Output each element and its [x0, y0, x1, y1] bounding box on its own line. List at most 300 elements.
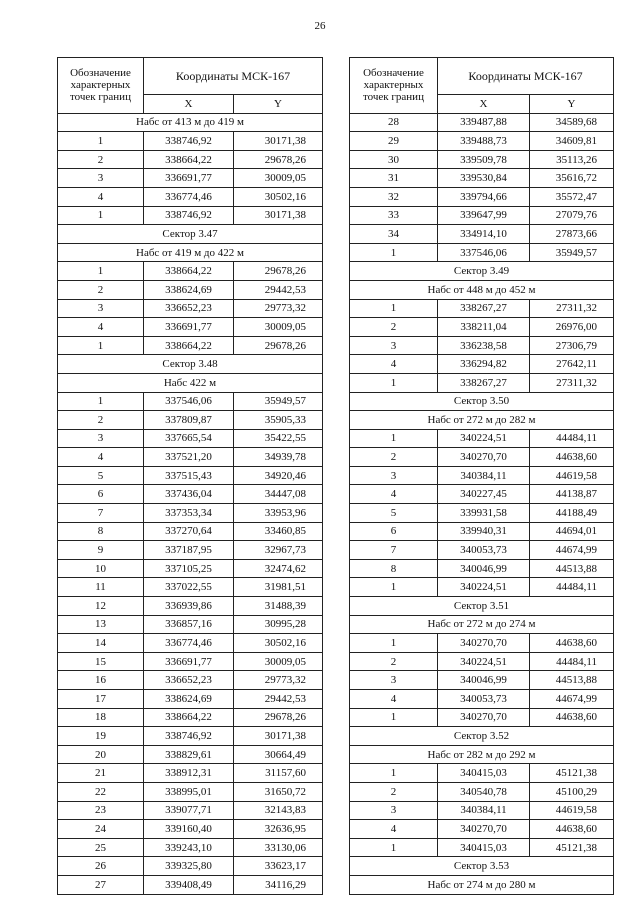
section-title: Набс от 413 м до 419 м [58, 113, 323, 132]
section-row [350, 280, 614, 299]
coord-y: 31650,72 [234, 782, 323, 801]
coord-y: 34589,68 [530, 113, 614, 132]
coord-x: 334914,10 [438, 225, 530, 244]
coord-y: 30502,16 [234, 634, 323, 653]
coord-y: 44619,58 [530, 466, 614, 485]
header-x: X [438, 95, 530, 114]
table-row [350, 652, 614, 671]
header-coords: Координаты МСК-167 [438, 58, 614, 95]
table-row [58, 336, 323, 355]
coord-y: 44638,60 [530, 708, 614, 727]
coord-y: 33130,06 [234, 838, 323, 857]
point-number: 9 [58, 541, 144, 560]
coord-x: 338664,22 [144, 150, 234, 169]
coord-y: 35949,57 [530, 243, 614, 262]
point-number: 1 [58, 262, 144, 281]
coord-y: 29678,26 [234, 150, 323, 169]
coord-y: 32636,95 [234, 820, 323, 839]
coord-x: 339647,99 [438, 206, 530, 225]
point-number: 1 [350, 578, 438, 597]
coord-y: 33953,96 [234, 504, 323, 523]
point-number: 20 [58, 745, 144, 764]
table-row [350, 801, 614, 820]
coord-y: 29442,53 [234, 690, 323, 709]
coord-y: 27079,76 [530, 206, 614, 225]
table-row [350, 838, 614, 857]
table-row [350, 336, 614, 355]
coord-x: 340227,45 [438, 485, 530, 504]
coord-y: 31488,39 [234, 597, 323, 616]
table-row [350, 429, 614, 448]
point-number: 4 [58, 187, 144, 206]
coord-y: 45121,38 [530, 764, 614, 783]
point-number: 1 [58, 132, 144, 151]
point-number: 5 [58, 466, 144, 485]
table-row [58, 429, 323, 448]
table-row [350, 820, 614, 839]
coord-y: 45100,29 [530, 782, 614, 801]
table-row [58, 745, 323, 764]
coord-x: 340384,11 [438, 801, 530, 820]
section-row [350, 727, 614, 746]
coord-y: 27311,32 [530, 373, 614, 392]
table-row [58, 764, 323, 783]
point-number: 1 [350, 299, 438, 318]
coord-x: 336691,77 [144, 652, 234, 671]
coord-y: 27873,66 [530, 225, 614, 244]
coord-x: 340053,73 [438, 690, 530, 709]
coord-x: 336939,86 [144, 597, 234, 616]
coord-y: 30009,05 [234, 169, 323, 188]
table-row [350, 782, 614, 801]
coord-x: 339160,40 [144, 820, 234, 839]
point-number: 4 [350, 690, 438, 709]
coord-x: 340224,51 [438, 652, 530, 671]
coord-x: 336774,46 [144, 187, 234, 206]
header-points-label: Обозначение характерных точек границ [350, 58, 438, 114]
coord-x: 337022,55 [144, 578, 234, 597]
point-number: 4 [58, 448, 144, 467]
section-title: Сектор 3.52 [350, 727, 614, 746]
coord-y: 34920,46 [234, 466, 323, 485]
table-row [350, 373, 614, 392]
coord-y: 44638,60 [530, 820, 614, 839]
section-row [350, 875, 614, 894]
coord-y: 35422,55 [234, 429, 323, 448]
coord-x: 339931,58 [438, 504, 530, 523]
point-number: 16 [58, 671, 144, 690]
table-row [350, 634, 614, 653]
table-row [350, 132, 614, 151]
point-number: 1 [350, 243, 438, 262]
coord-y: 31981,51 [234, 578, 323, 597]
point-number: 26 [58, 857, 144, 876]
coord-x: 337521,20 [144, 448, 234, 467]
coord-y: 32967,73 [234, 541, 323, 560]
coord-x: 338211,04 [438, 318, 530, 337]
section-title: Сектор 3.50 [350, 392, 614, 411]
point-number: 2 [350, 652, 438, 671]
table-row [350, 150, 614, 169]
coord-y: 30009,05 [234, 652, 323, 671]
coord-x: 339488,73 [438, 132, 530, 151]
table-row [350, 187, 614, 206]
coord-x: 337546,06 [144, 392, 234, 411]
point-number: 29 [350, 132, 438, 151]
table-row [58, 262, 323, 281]
coord-y: 34609,81 [530, 132, 614, 151]
table-row [58, 169, 323, 188]
coord-x: 340046,99 [438, 671, 530, 690]
table-row [58, 206, 323, 225]
point-number: 1 [350, 429, 438, 448]
point-number: 2 [350, 448, 438, 467]
point-number: 3 [350, 466, 438, 485]
point-number: 5 [350, 504, 438, 523]
coord-y: 29678,26 [234, 336, 323, 355]
table-row [350, 504, 614, 523]
table-row [350, 671, 614, 690]
section-row [58, 113, 323, 132]
coord-x: 338664,22 [144, 708, 234, 727]
coord-y: 45121,38 [530, 838, 614, 857]
coord-y: 27642,11 [530, 355, 614, 374]
table-row [58, 187, 323, 206]
header-points-label: Обозначение характерных точек границ [58, 58, 144, 114]
coord-x: 340224,51 [438, 578, 530, 597]
coord-x: 338746,92 [144, 727, 234, 746]
coord-y: 44638,60 [530, 448, 614, 467]
coord-y: 30009,05 [234, 318, 323, 337]
table-row [58, 634, 323, 653]
point-number: 2 [58, 411, 144, 430]
table-row [58, 132, 323, 151]
table-row [350, 318, 614, 337]
section-row [350, 597, 614, 616]
coord-y: 26976,00 [530, 318, 614, 337]
coord-y: 44484,11 [530, 429, 614, 448]
table-row [58, 448, 323, 467]
section-title: Набс от 419 м до 422 м [58, 243, 323, 262]
table-row [350, 169, 614, 188]
coord-x: 340270,70 [438, 448, 530, 467]
point-number: 8 [58, 522, 144, 541]
point-number: 2 [350, 318, 438, 337]
point-number: 4 [350, 820, 438, 839]
coord-y: 31157,60 [234, 764, 323, 783]
table-row [350, 113, 614, 132]
section-title: Набс от 282 м до 292 м [350, 745, 614, 764]
table-row [58, 857, 323, 876]
coord-x: 339794,66 [438, 187, 530, 206]
coord-x: 337436,04 [144, 485, 234, 504]
table-row [58, 690, 323, 709]
coord-y: 34939,78 [234, 448, 323, 467]
point-number: 1 [350, 764, 438, 783]
point-number: 6 [350, 522, 438, 541]
point-number: 11 [58, 578, 144, 597]
point-number: 27 [58, 875, 144, 894]
coord-x: 340053,73 [438, 541, 530, 560]
table-row [350, 578, 614, 597]
coord-x: 337187,95 [144, 541, 234, 560]
table-row [350, 764, 614, 783]
coord-x: 337105,25 [144, 559, 234, 578]
table-row [58, 411, 323, 430]
point-number: 3 [350, 801, 438, 820]
table-row [58, 615, 323, 634]
coord-x: 340270,70 [438, 708, 530, 727]
coord-x: 339325,80 [144, 857, 234, 876]
coordinates-table-left [57, 57, 323, 895]
table-row [350, 559, 614, 578]
table-row [58, 541, 323, 560]
section-title: Набс 422 м [58, 373, 323, 392]
coord-x: 339940,31 [438, 522, 530, 541]
coord-x: 336652,23 [144, 671, 234, 690]
coord-y: 44638,60 [530, 634, 614, 653]
coord-y: 32143,83 [234, 801, 323, 820]
header-y: Y [530, 95, 614, 114]
section-row [350, 262, 614, 281]
point-number: 12 [58, 597, 144, 616]
point-number: 3 [58, 169, 144, 188]
coord-y: 44694,01 [530, 522, 614, 541]
point-number: 25 [58, 838, 144, 857]
section-title: Набс от 272 м до 274 м [350, 615, 614, 634]
coord-y: 44619,58 [530, 801, 614, 820]
coord-y: 29678,26 [234, 708, 323, 727]
table-row [58, 727, 323, 746]
coord-x: 339243,10 [144, 838, 234, 857]
point-number: 1 [350, 634, 438, 653]
point-number: 3 [350, 336, 438, 355]
point-number: 23 [58, 801, 144, 820]
coord-y: 44674,99 [530, 541, 614, 560]
coord-y: 33460,85 [234, 522, 323, 541]
coord-x: 339487,88 [438, 113, 530, 132]
point-number: 3 [58, 429, 144, 448]
point-number: 32 [350, 187, 438, 206]
coord-x: 338624,69 [144, 280, 234, 299]
point-number: 7 [58, 504, 144, 523]
coord-x: 336691,77 [144, 318, 234, 337]
coord-x: 340540,78 [438, 782, 530, 801]
table-row [58, 671, 323, 690]
coord-x: 336857,16 [144, 615, 234, 634]
coord-x: 336652,23 [144, 299, 234, 318]
section-row [350, 392, 614, 411]
table-row [350, 243, 614, 262]
table-row [58, 485, 323, 504]
coord-y: 35113,26 [530, 150, 614, 169]
point-number: 1 [58, 206, 144, 225]
section-row [58, 243, 323, 262]
point-number: 31 [350, 169, 438, 188]
point-number: 3 [58, 299, 144, 318]
table-row [58, 578, 323, 597]
coord-x: 337270,64 [144, 522, 234, 541]
point-number: 19 [58, 727, 144, 746]
point-number: 1 [350, 373, 438, 392]
table-row [58, 782, 323, 801]
coord-y: 44674,99 [530, 690, 614, 709]
coord-x: 339509,78 [438, 150, 530, 169]
page-number: 26 [314, 20, 326, 32]
coord-x: 336774,46 [144, 634, 234, 653]
coord-x: 339530,84 [438, 169, 530, 188]
section-row [58, 225, 323, 244]
coord-y: 44484,11 [530, 652, 614, 671]
table-row [58, 708, 323, 727]
point-number: 10 [58, 559, 144, 578]
coord-y: 35949,57 [234, 392, 323, 411]
section-row [58, 355, 323, 374]
coord-y: 33623,17 [234, 857, 323, 876]
point-number: 21 [58, 764, 144, 783]
table-row [58, 522, 323, 541]
table-row [58, 280, 323, 299]
point-number: 1 [350, 838, 438, 857]
coord-y: 29442,53 [234, 280, 323, 299]
table-body-right [350, 113, 614, 894]
table-row [58, 559, 323, 578]
point-number: 13 [58, 615, 144, 634]
coord-x: 338746,92 [144, 206, 234, 225]
coord-x: 337665,54 [144, 429, 234, 448]
point-number: 1 [58, 392, 144, 411]
coord-y: 30171,38 [234, 727, 323, 746]
coord-x: 337546,06 [438, 243, 530, 262]
coord-x: 339408,49 [144, 875, 234, 894]
table-row [58, 392, 323, 411]
point-number: 4 [350, 485, 438, 504]
coord-x: 338829,61 [144, 745, 234, 764]
coord-y: 44138,87 [530, 485, 614, 504]
point-number: 4 [350, 355, 438, 374]
coord-y: 29773,32 [234, 671, 323, 690]
section-title: Набс от 272 м до 282 м [350, 411, 614, 430]
table-row [58, 318, 323, 337]
point-number: 34 [350, 225, 438, 244]
coord-y: 29678,26 [234, 262, 323, 281]
section-title: Сектор 3.51 [350, 597, 614, 616]
table-row [58, 150, 323, 169]
point-number: 6 [58, 485, 144, 504]
table-row [58, 597, 323, 616]
coord-y: 35905,33 [234, 411, 323, 430]
point-number: 7 [350, 541, 438, 560]
coord-y: 44484,11 [530, 578, 614, 597]
table-row [58, 801, 323, 820]
table-row [350, 448, 614, 467]
coord-x: 340224,51 [438, 429, 530, 448]
point-number: 8 [350, 559, 438, 578]
section-title: Сектор 3.49 [350, 262, 614, 281]
coord-x: 338624,69 [144, 690, 234, 709]
section-row [350, 411, 614, 430]
table-row [350, 708, 614, 727]
header-x: X [144, 95, 234, 114]
table-row [58, 652, 323, 671]
table-row [58, 466, 323, 485]
table-body-left [58, 113, 323, 894]
point-number: 15 [58, 652, 144, 671]
coord-y: 35616,72 [530, 169, 614, 188]
point-number: 4 [58, 318, 144, 337]
coord-x: 336691,77 [144, 169, 234, 188]
coord-y: 30502,16 [234, 187, 323, 206]
coord-x: 340415,03 [438, 764, 530, 783]
point-number: 2 [58, 150, 144, 169]
coord-y: 30664,49 [234, 745, 323, 764]
coord-x: 338912,31 [144, 764, 234, 783]
coord-y: 30995,28 [234, 615, 323, 634]
coord-x: 337809,87 [144, 411, 234, 430]
coord-x: 337515,43 [144, 466, 234, 485]
coord-x: 339077,71 [144, 801, 234, 820]
point-number: 28 [350, 113, 438, 132]
table-row [350, 299, 614, 318]
table-row [58, 820, 323, 839]
coord-x: 338664,22 [144, 262, 234, 281]
table-row [350, 522, 614, 541]
coord-y: 27306,79 [530, 336, 614, 355]
table-row [58, 875, 323, 894]
section-title: Набс от 448 м до 452 м [350, 280, 614, 299]
table-row [350, 206, 614, 225]
point-number: 1 [58, 336, 144, 355]
coord-y: 32474,62 [234, 559, 323, 578]
point-number: 30 [350, 150, 438, 169]
coord-x: 338267,27 [438, 299, 530, 318]
point-number: 14 [58, 634, 144, 653]
section-row [350, 615, 614, 634]
table-row [350, 485, 614, 504]
coord-y: 44513,88 [530, 671, 614, 690]
coord-y: 35572,47 [530, 187, 614, 206]
coord-x: 338267,27 [438, 373, 530, 392]
section-row [350, 745, 614, 764]
point-number: 24 [58, 820, 144, 839]
coord-y: 27311,32 [530, 299, 614, 318]
point-number: 3 [350, 671, 438, 690]
coord-x: 337353,34 [144, 504, 234, 523]
table-row [350, 225, 614, 244]
table-row [58, 504, 323, 523]
coord-y: 29773,32 [234, 299, 323, 318]
section-row [350, 857, 614, 876]
point-number: 17 [58, 690, 144, 709]
point-number: 1 [350, 708, 438, 727]
coord-y: 44513,88 [530, 559, 614, 578]
section-title: Набс от 274 м до 280 м [350, 875, 614, 894]
table-row [350, 466, 614, 485]
section-title: Сектор 3.48 [58, 355, 323, 374]
coord-y: 34447,08 [234, 485, 323, 504]
section-title: Сектор 3.53 [350, 857, 614, 876]
point-number: 33 [350, 206, 438, 225]
coordinates-table-right [349, 57, 614, 895]
coord-x: 336294,82 [438, 355, 530, 374]
coord-y: 30171,38 [234, 206, 323, 225]
coord-x: 340415,03 [438, 838, 530, 857]
coord-x: 340046,99 [438, 559, 530, 578]
table-row [58, 299, 323, 318]
table-row [58, 838, 323, 857]
point-number: 18 [58, 708, 144, 727]
table-row [350, 355, 614, 374]
